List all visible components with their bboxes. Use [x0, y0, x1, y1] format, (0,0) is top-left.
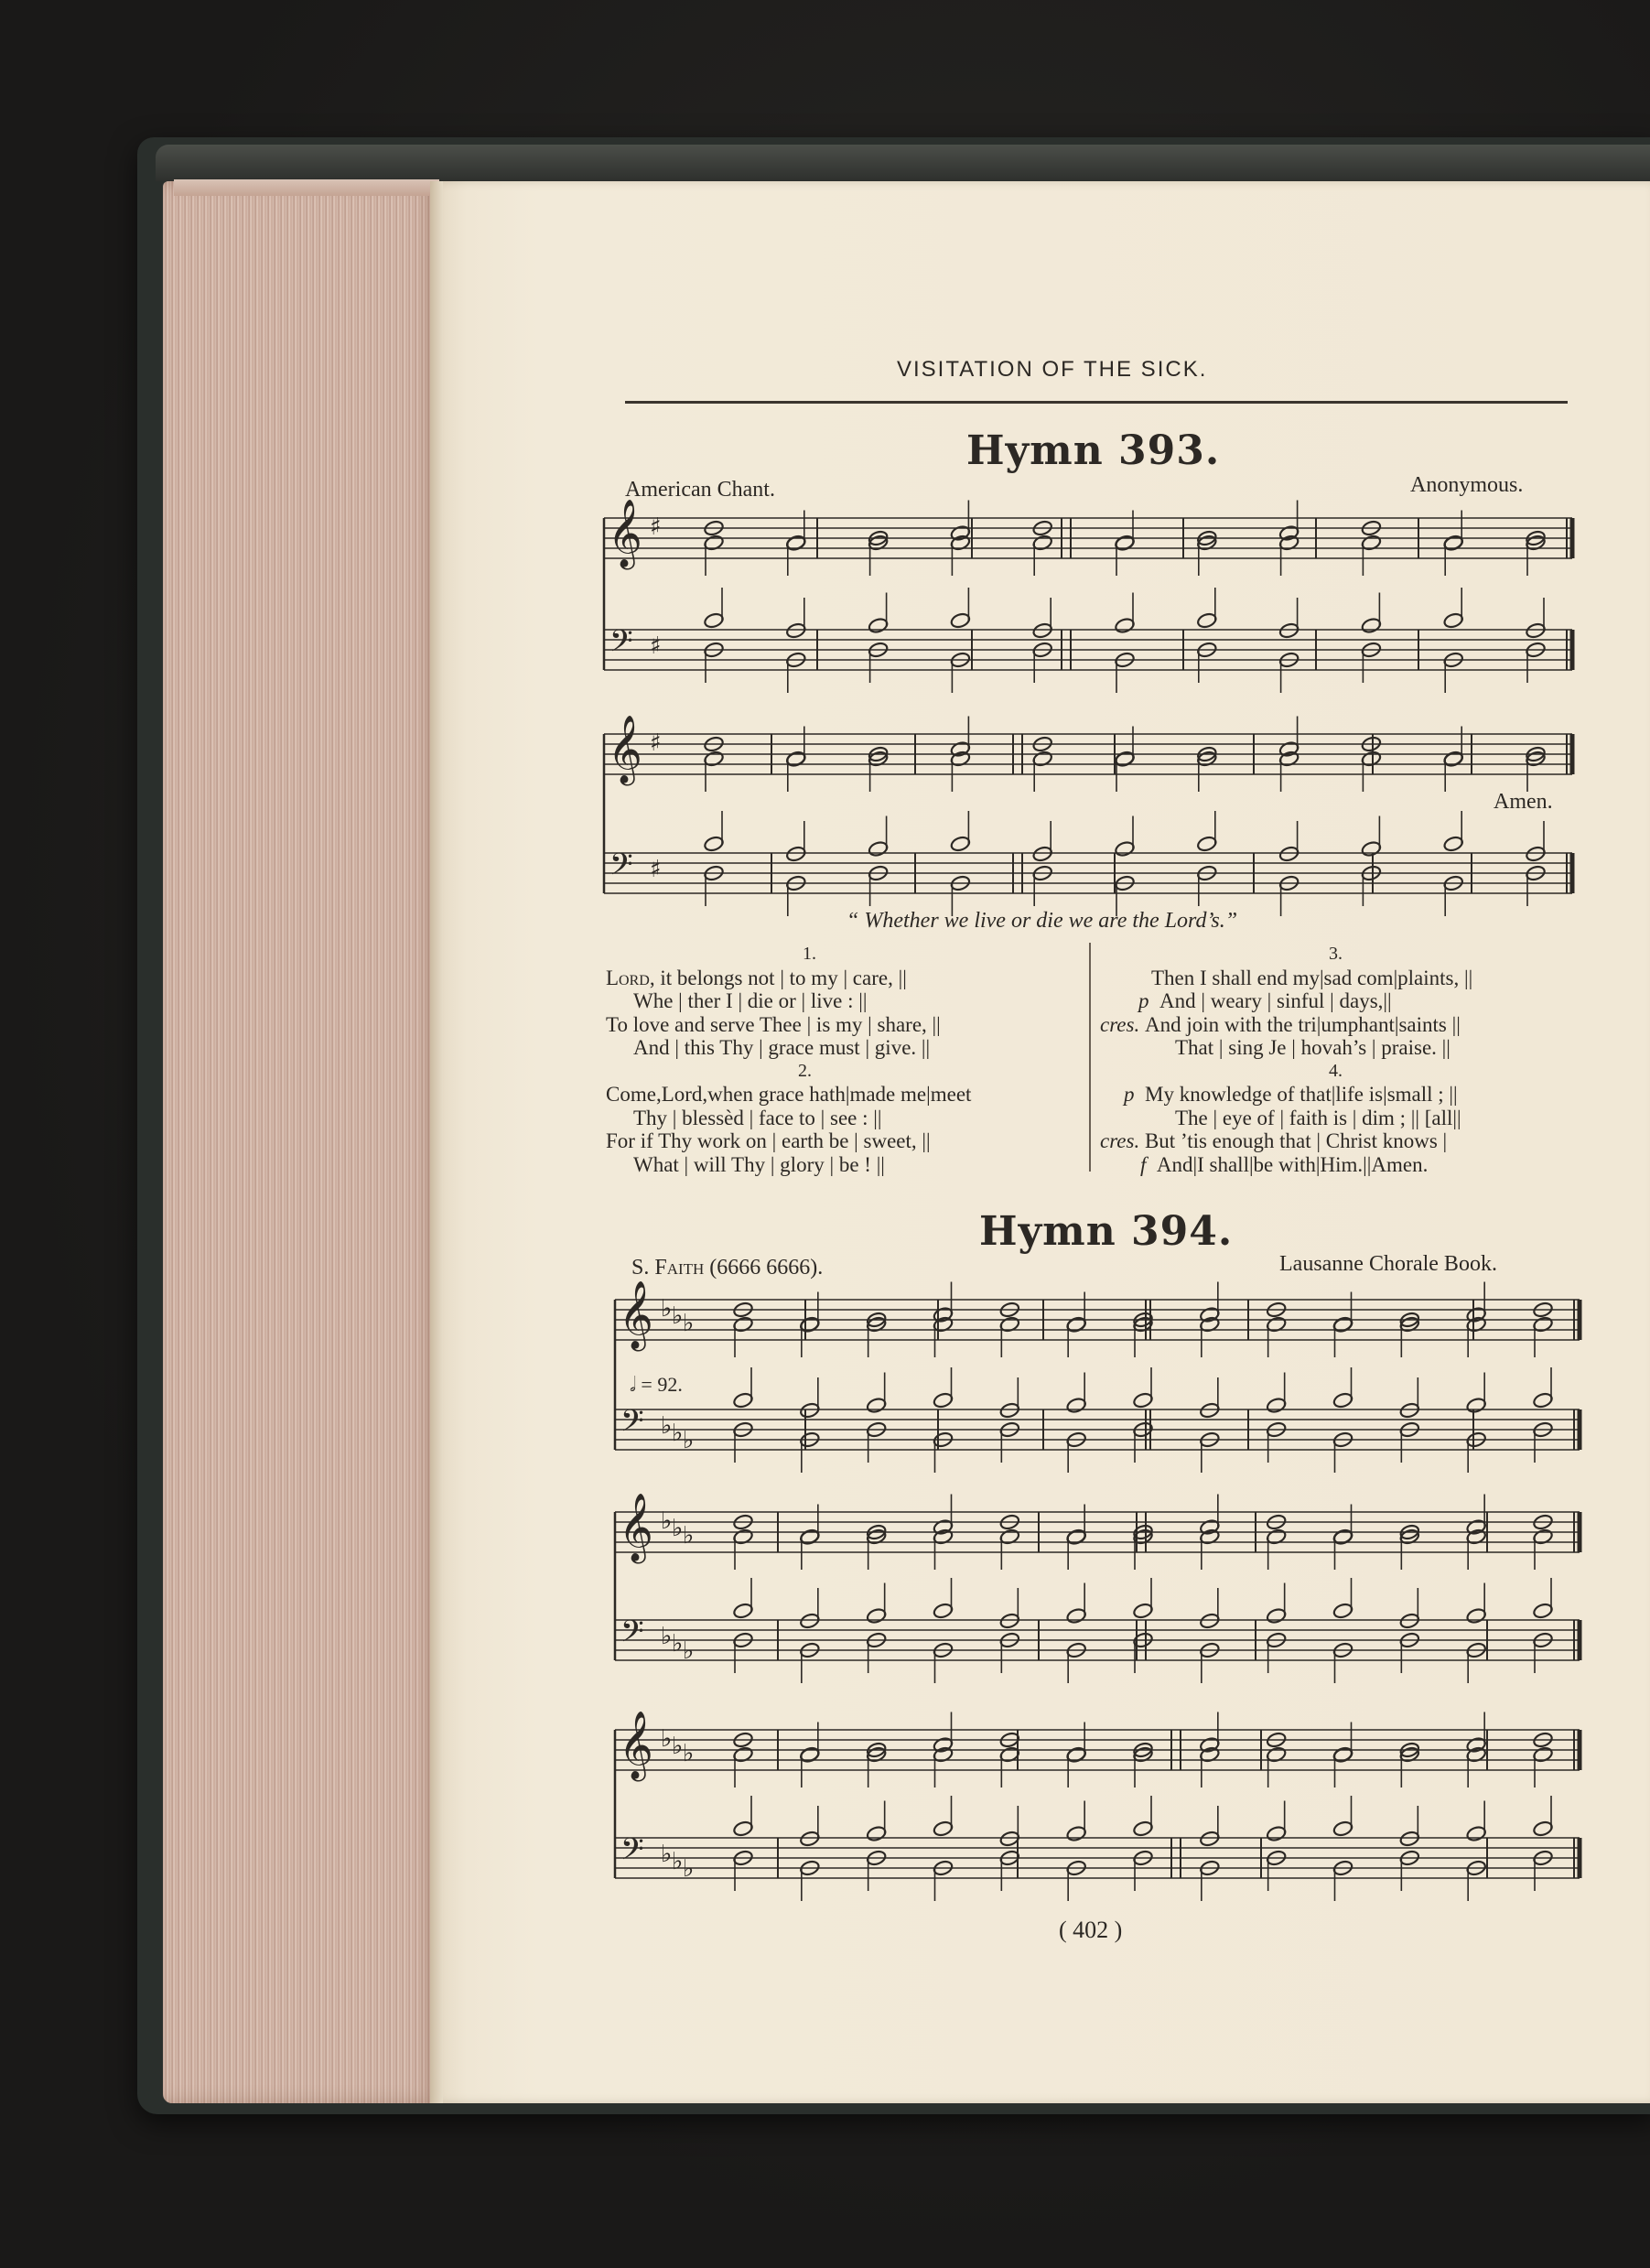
- flat-icon: ♭: [661, 1725, 673, 1753]
- note-head: [1199, 1612, 1220, 1629]
- note-head: [1132, 1602, 1153, 1619]
- hymn-393-author: Anonymous.: [1410, 473, 1524, 497]
- flat-icon: ♭: [661, 1841, 673, 1868]
- note-head: [1399, 1612, 1420, 1629]
- note-head: [950, 611, 971, 629]
- note-head: [799, 1830, 820, 1847]
- verse-3-line-3-text: And join with the tri|umphant|saints ||: [1144, 1012, 1461, 1036]
- note-head: [1525, 621, 1546, 639]
- note-head: [1132, 1820, 1153, 1837]
- note-head: [1466, 1397, 1487, 1414]
- flat-icon: ♭: [683, 1637, 695, 1665]
- flat-icon: ♭: [661, 1507, 673, 1535]
- flat-icon: ♭: [661, 1295, 673, 1323]
- note-head: [1525, 845, 1546, 862]
- verse-4-line-3-text: But ’tis enough that | Christ knows |: [1144, 1129, 1448, 1152]
- verse-2-line-2: Thy | blessèd | face to | see : ||: [633, 1106, 882, 1129]
- note-head: [703, 611, 724, 629]
- bass-clef-icon: 𝄢: [620, 1404, 644, 1446]
- note-head: [933, 1391, 954, 1409]
- sharp-icon: ♯: [650, 632, 662, 660]
- verse-2-number: 2.: [798, 1060, 812, 1081]
- note-head: [1399, 1830, 1420, 1847]
- hymn-393-title: Hymn 393.: [966, 427, 1221, 474]
- dynamic-piano: p: [1124, 1083, 1135, 1106]
- dynamic-crescendo: cres.: [1100, 1012, 1140, 1036]
- note-head: [732, 1391, 753, 1409]
- flat-icon: ♭: [661, 1412, 673, 1440]
- flat-icon: ♭: [683, 1855, 695, 1883]
- note-head: [999, 1401, 1020, 1419]
- verse-3-line-2-text: And | weary | sinful | days,||: [1159, 989, 1392, 1012]
- verse-4-line-4-text: And|I shall|be with|Him.||Amen.: [1156, 1152, 1429, 1176]
- hymn-394-title: Hymn 394.: [979, 1208, 1234, 1255]
- note-head: [1032, 621, 1053, 639]
- note-head: [933, 1820, 954, 1837]
- verse-1-number: 1.: [803, 944, 816, 964]
- flat-icon: ♭: [672, 1630, 684, 1658]
- note-head: [785, 845, 806, 862]
- flat-icon: ♭: [672, 1848, 684, 1875]
- flat-icon: ♭: [683, 1740, 695, 1767]
- note-head: [933, 1602, 954, 1619]
- verse-4-number: 4.: [1329, 1060, 1343, 1081]
- note-head: [1332, 1391, 1353, 1409]
- note-head: [1466, 1607, 1487, 1625]
- note-head: [732, 1602, 753, 1619]
- note-head: [950, 835, 971, 852]
- flat-icon: ♭: [683, 1522, 695, 1550]
- flat-icon: ♭: [672, 1733, 684, 1760]
- hymn-394-source: Lausanne Chorale Book.: [1279, 1252, 1497, 1276]
- note-head: [1443, 835, 1464, 852]
- note-head: [1199, 1830, 1220, 1847]
- bass-clef-icon: 𝄢: [609, 848, 633, 890]
- note-head: [1332, 1820, 1353, 1837]
- verse-1-line-1-rest: , it belongs not | to my | care, ||: [649, 966, 907, 989]
- note-head: [785, 621, 806, 639]
- verse-2-line-1: Come,Lord,when grace hath|made me|meet: [606, 1083, 972, 1106]
- note-head: [1132, 1391, 1153, 1409]
- verse-2-line-3: For if Thy work on | earth be | sweet, ||: [606, 1129, 931, 1152]
- verse-3-line-4: That | sing Je | hovah’s | praise. ||: [1175, 1036, 1450, 1059]
- note-head: [1443, 611, 1464, 629]
- verse-1-line-4: And | this Thy | grace must | give. ||: [633, 1036, 931, 1059]
- note-head: [1532, 1820, 1553, 1837]
- note-head: [1114, 840, 1135, 858]
- flat-icon: ♭: [672, 1302, 684, 1330]
- note-head: [1332, 1602, 1353, 1619]
- dynamic-crescendo: cres.: [1100, 1129, 1140, 1152]
- bass-clef-icon: 𝄢: [620, 1832, 644, 1874]
- bass-clef-icon: 𝄢: [609, 624, 633, 666]
- note-head: [1278, 621, 1300, 639]
- treble-clef-icon: 𝄞: [619, 1281, 653, 1349]
- verse-1-line-2: Whe | ther I | die or | live : ||: [633, 989, 868, 1012]
- hymn-394-tune-meter: (6666 6666).: [704, 1256, 824, 1280]
- note-head: [703, 835, 724, 852]
- note-head: [1032, 845, 1053, 862]
- note-head: [1266, 1607, 1287, 1625]
- sharp-icon: ♯: [650, 856, 662, 883]
- hymn-393-amen: Amen.: [1494, 790, 1553, 814]
- note-head: [1266, 1825, 1287, 1842]
- note-head: [1199, 1401, 1220, 1419]
- treble-clef-icon: 𝄞: [608, 716, 642, 783]
- dynamic-forte: f: [1140, 1152, 1147, 1176]
- note-head: [866, 1397, 887, 1414]
- note-head: [1532, 1391, 1553, 1409]
- flat-icon: ♭: [672, 1515, 684, 1542]
- verse-1-first-word: Lord: [606, 966, 650, 989]
- page-number: ( 402 ): [1059, 1917, 1123, 1943]
- note-head: [1266, 1397, 1287, 1414]
- note-head: [868, 617, 889, 634]
- note-head: [1196, 835, 1217, 852]
- dynamic-piano: p: [1138, 989, 1149, 1012]
- treble-clef-icon: 𝄞: [608, 500, 642, 567]
- note-head: [1066, 1607, 1087, 1625]
- note-head: [1066, 1825, 1087, 1842]
- note-head: [1399, 1401, 1420, 1419]
- note-head: [1066, 1397, 1087, 1414]
- flat-icon: ♭: [661, 1623, 673, 1650]
- treble-clef-icon: 𝄞: [619, 1494, 653, 1561]
- note-head: [1114, 617, 1135, 634]
- verse-3-number: 3.: [1329, 944, 1343, 964]
- flat-icon: ♭: [672, 1420, 684, 1447]
- note-head: [1361, 840, 1382, 858]
- flat-icon: ♭: [683, 1310, 695, 1337]
- flat-icon: ♭: [683, 1427, 695, 1454]
- note-head: [1466, 1825, 1487, 1842]
- verse-3-line-1: Then I shall end my|sad com|plaints, ||: [1151, 966, 1473, 989]
- verse-1-line-3: To love and serve Thee | is my | share, ||: [606, 1012, 941, 1036]
- hymn-393-epigraph: “ Whether we live or die we are the Lord’s.”: [847, 909, 1238, 933]
- bass-clef-icon: 𝄢: [620, 1615, 644, 1657]
- note-head: [799, 1612, 820, 1629]
- running-head: VISITATION OF THE SICK.: [897, 357, 1208, 382]
- hymn-394-metronome: 𝅗𝅥 = 92.: [630, 1373, 683, 1396]
- note-head: [1532, 1602, 1553, 1619]
- note-head: [999, 1612, 1020, 1629]
- note-head: [1196, 611, 1217, 629]
- hymn-394-tune-name: S. Faith: [631, 1256, 705, 1280]
- note-head: [866, 1825, 887, 1842]
- note-head: [1361, 617, 1382, 634]
- verse-4-line-1-text: My knowledge of that|life is|small ; ||: [1145, 1083, 1458, 1106]
- treble-clef-icon: 𝄞: [619, 1712, 653, 1779]
- sharp-icon: ♯: [650, 729, 662, 757]
- sharp-icon: ♯: [650, 513, 662, 541]
- verse-4-line-2: The | eye of | faith is | dim ; || [all||: [1175, 1106, 1461, 1129]
- hymn-393-tune: American Chant.: [625, 478, 775, 502]
- verse-2-line-4: What | will Thy | glory | be ! ||: [633, 1152, 885, 1176]
- note-head: [799, 1401, 820, 1419]
- note-head: [868, 840, 889, 858]
- note-head: [866, 1607, 887, 1625]
- note-head: [1278, 845, 1300, 862]
- note-head: [732, 1820, 753, 1837]
